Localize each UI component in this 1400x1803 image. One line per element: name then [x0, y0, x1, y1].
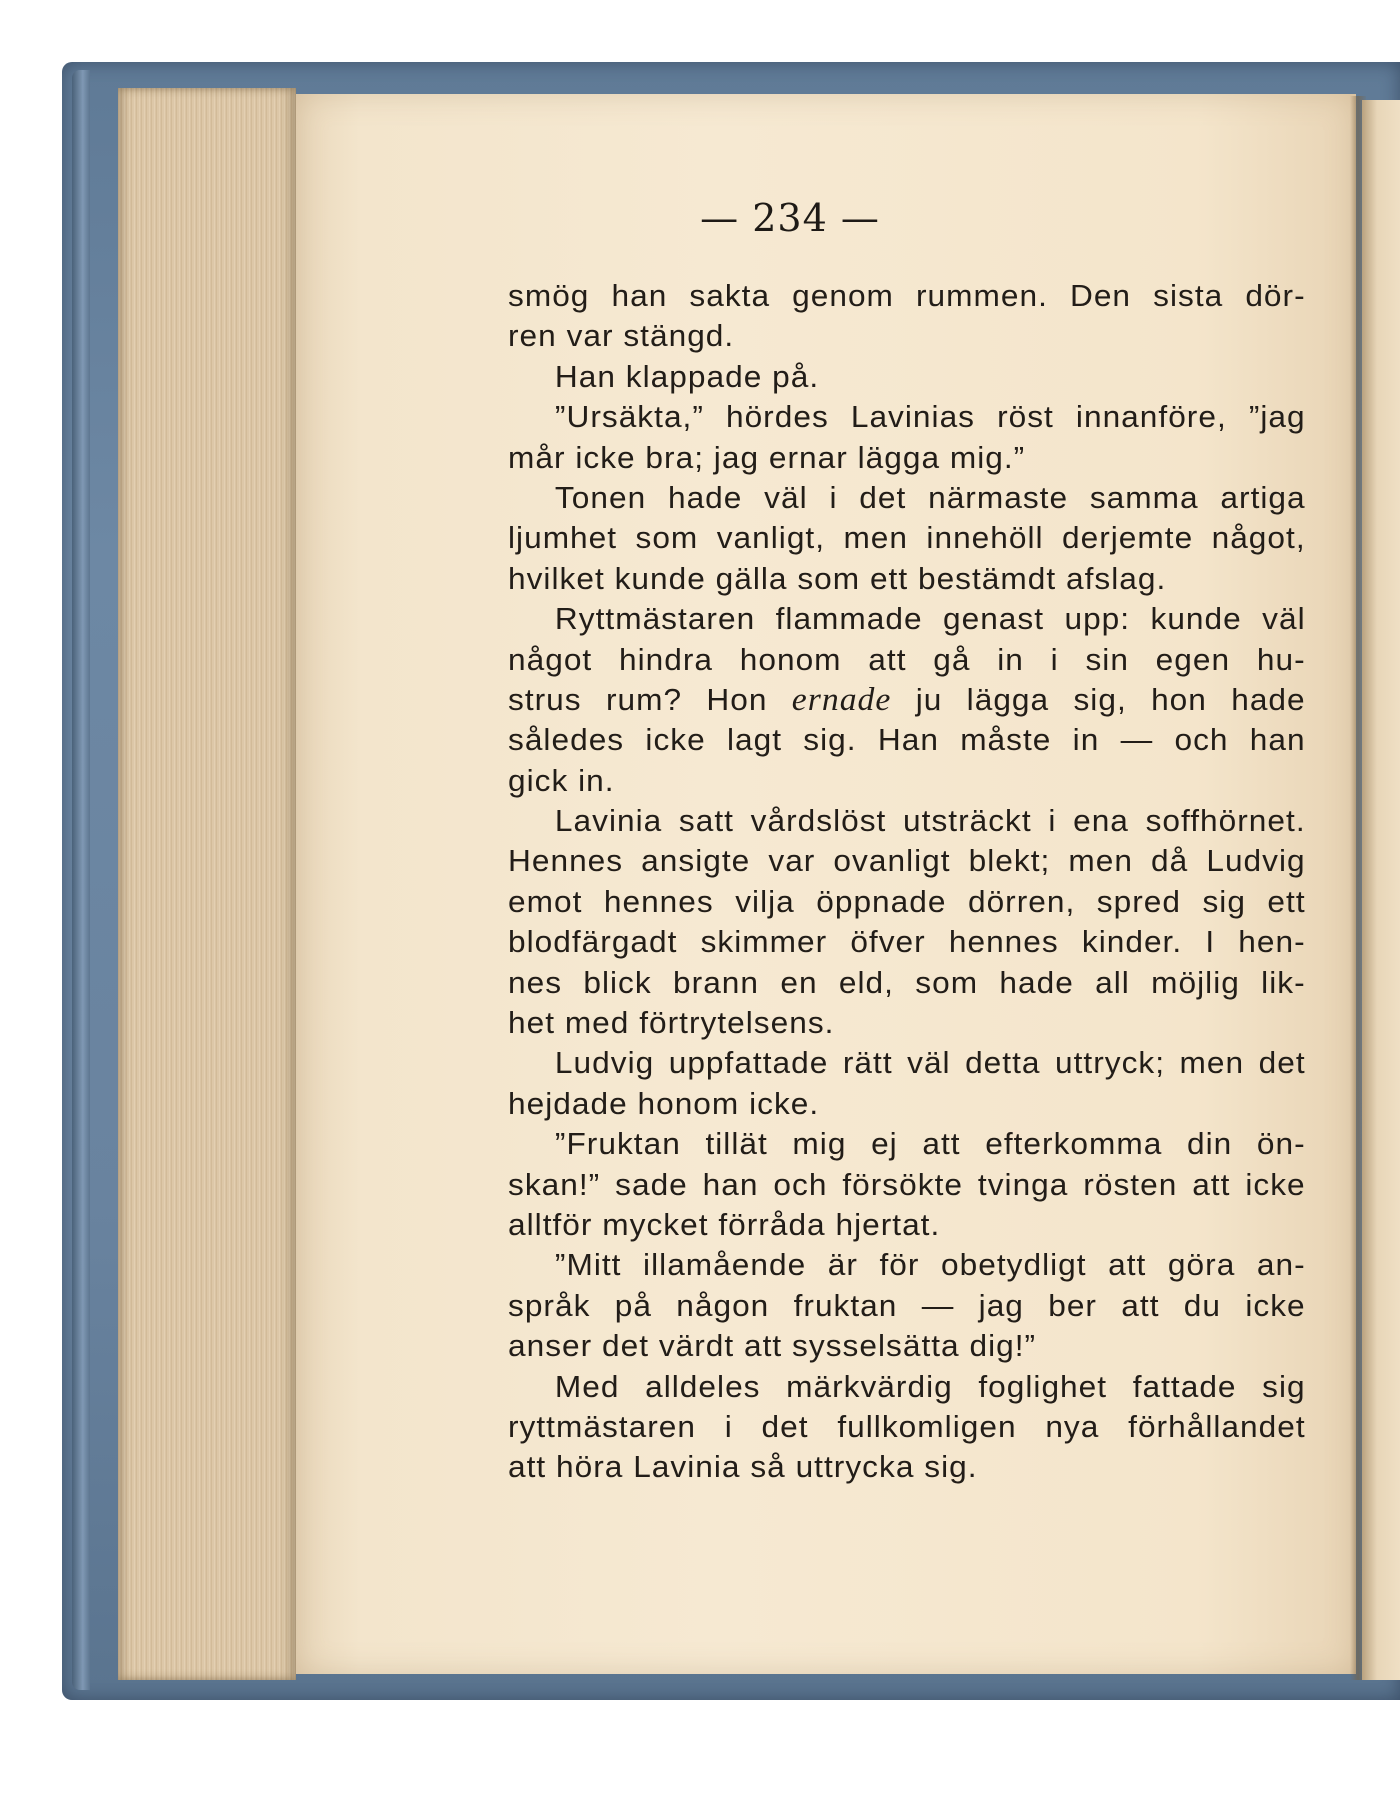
- text-line: Ryttmästaren flammade genast upp: kunde väl: [554, 601, 1306, 637]
- text-line: ren var stängd.: [508, 318, 735, 354]
- text-line: Han klappade på.: [554, 358, 820, 394]
- text-line: således icke lagt sig. Han måste in — och han: [508, 722, 1306, 758]
- text-line: [508, 680, 1306, 720]
- text-segment: strus rum? Hon: [508, 681, 792, 717]
- text-line: alltför mycket förråda hjertat.: [508, 1206, 941, 1242]
- page-stack-edges: [118, 88, 296, 1680]
- text-line: något hindra honom att gå in i sin egen hu-: [508, 641, 1306, 677]
- text-line: skan!” sade han och försökte tvinga rösten att icke: [508, 1166, 1306, 1202]
- text-line: blodfärgadt skimmer öfver hennes kinder. I hen-: [508, 924, 1306, 960]
- cover-spine-edge: [72, 70, 90, 1690]
- italic-word: ernade: [791, 681, 892, 718]
- text-line: nes blick brann en eld, som hade all möjlig lik-: [508, 964, 1306, 1000]
- text-line: mår icke bra; jag ernar lägga mig.”: [508, 439, 1026, 475]
- text-line: hejdade honom icke.: [508, 1085, 820, 1121]
- text-line: hvilket kunde gälla som ett bestämdt afslag.: [508, 560, 1167, 596]
- text-line: Tonen hade väl i det närmaste samma artiga: [554, 479, 1306, 515]
- facing-page-edge: [1362, 100, 1400, 1680]
- text-line: gick in.: [508, 762, 615, 798]
- text-line: ”Mitt illamående är för obetydligt att göra an-: [554, 1247, 1306, 1283]
- text-line: Lavinia satt vårdslöst utsträckt i ena soffhörnet.: [554, 803, 1306, 839]
- text-line: ljumhet som vanligt, men innehöll derjemte något,: [508, 520, 1306, 556]
- text-line: emot hennes vilja öppnade dörren, spred sig ett: [508, 883, 1306, 919]
- text-line: ryttmästaren i det fullkomligen nya förhållandet: [508, 1408, 1306, 1444]
- text-line: smög han sakta genom rummen. Den sista dör-: [508, 278, 1306, 313]
- text-line: Med alldeles märkvärdig foglighet fattade sig: [554, 1368, 1306, 1404]
- text-segment: ju lägga sig, hon hade: [891, 681, 1306, 717]
- text-line: Hennes ansigte var ovanligt blekt; men då Ludvig: [508, 843, 1306, 879]
- text-line: Ludvig uppfattade rätt väl detta uttryck; men det: [554, 1045, 1306, 1081]
- page-number: — 234 —: [700, 196, 880, 240]
- text-line: att höra Lavinia så uttrycka sig.: [508, 1449, 978, 1485]
- page-text: [508, 276, 1306, 1488]
- text-line: het med förtrytelsens.: [508, 1005, 835, 1041]
- text-line: ”Fruktan tillät mig ej att efterkomma din ön-: [554, 1126, 1306, 1162]
- text-line: ”Ursäkta,” hördes Lavinias röst innanföre, ”jag: [554, 399, 1306, 435]
- text-line: anser det värdt att sysselsätta dig!”: [508, 1328, 1037, 1364]
- text-line: språk på någon fruktan — jag ber att du icke: [508, 1287, 1306, 1323]
